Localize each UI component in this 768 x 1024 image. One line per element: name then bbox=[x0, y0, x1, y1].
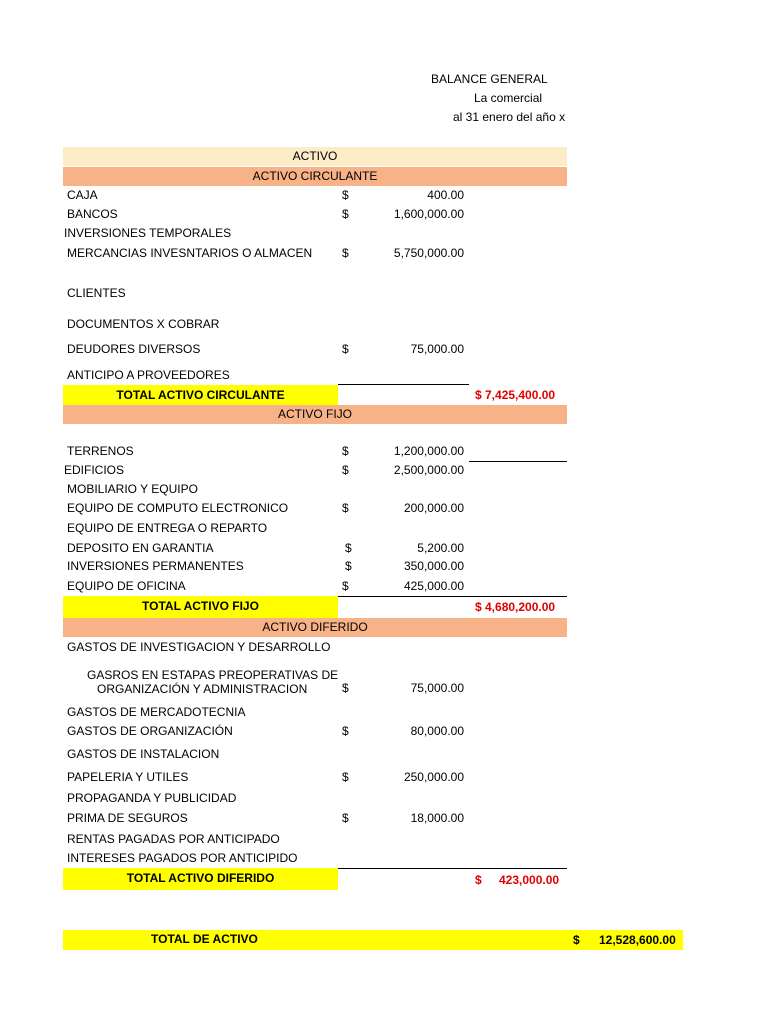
row-amount: 1,600,000.00 bbox=[393, 207, 464, 221]
row-label: GASTOS DE MERCADOTECNIA bbox=[67, 705, 246, 719]
subtotal-rule bbox=[338, 868, 567, 869]
currency-symbol: $ bbox=[342, 207, 349, 221]
currency-symbol: $ bbox=[342, 770, 349, 784]
row-label: INVERSIONES TEMPORALES bbox=[64, 226, 232, 240]
activo-fijo-header: ACTIVO FIJO bbox=[63, 405, 567, 424]
currency-symbol: $ bbox=[345, 541, 352, 555]
currency-symbol: $ bbox=[342, 342, 349, 356]
total-fijo-label: TOTAL ACTIVO FIJO bbox=[63, 596, 338, 618]
currency-symbol: $ bbox=[342, 724, 349, 738]
row-label: CLIENTES bbox=[67, 286, 126, 300]
row-label: GASTOS DE ORGANIZACIÓN bbox=[67, 724, 233, 738]
currency-symbol: $ bbox=[345, 559, 352, 573]
currency-symbol: $ bbox=[342, 579, 349, 593]
row-label: EQUIPO DE ENTREGA O REPARTO bbox=[67, 521, 268, 535]
row-label: CAJA bbox=[67, 188, 98, 202]
total-diferido-label: TOTAL ACTIVO DIFERIDO bbox=[63, 868, 338, 890]
row-amount: 5,200.00 bbox=[417, 541, 464, 555]
currency-symbol: $ bbox=[342, 681, 349, 695]
total-activo-value: 12,528,600.00 bbox=[599, 933, 676, 947]
total-fijo-value: $ 4,680,200.00 bbox=[475, 600, 556, 614]
row-label: INTERESES PAGADOS POR ANTICIPIDO bbox=[67, 851, 298, 865]
row-label: DEPOSITO EN GARANTIA bbox=[67, 541, 214, 555]
total-diferido-value: 423,000.00 bbox=[499, 873, 560, 887]
company-name: La comercial bbox=[474, 91, 543, 105]
activo-circulante-header: ACTIVO CIRCULANTE bbox=[63, 167, 567, 186]
row-label: INVERSIONES PERMANENTES bbox=[67, 559, 244, 573]
row-amount: 18,000.00 bbox=[410, 811, 464, 825]
row-label: RENTAS PAGADAS POR ANTICIPADO bbox=[67, 832, 280, 846]
total-diferido-symbol: $ bbox=[475, 873, 482, 887]
subtotal-rule bbox=[338, 596, 567, 597]
subtotal-rule bbox=[338, 384, 469, 385]
row-amount: 75,000.00 bbox=[410, 681, 464, 695]
row-label: GASTOS DE INVESTIGACION Y DESARROLLO bbox=[67, 640, 331, 654]
currency-symbol: $ bbox=[342, 444, 349, 458]
activo-header: ACTIVO bbox=[63, 147, 567, 166]
total-activo-label: TOTAL DE ACTIVO bbox=[151, 932, 258, 946]
row-label: GASROS EN ESTAPAS PREOPERATIVAS DE bbox=[87, 668, 339, 682]
currency-symbol: $ bbox=[342, 188, 349, 202]
row-label: DOCUMENTOS X COBRAR bbox=[67, 317, 220, 331]
report-date: al 31 enero del año x bbox=[453, 110, 566, 124]
row-amount: 5,750,000.00 bbox=[393, 246, 464, 260]
row-label: GASTOS DE INSTALACION bbox=[67, 747, 220, 761]
row-amount: 425,000.00 bbox=[403, 579, 464, 593]
row-label: MERCANCIAS INVESNTARIOS O ALMACEN bbox=[67, 246, 313, 260]
row-amount: 75,000.00 bbox=[410, 342, 464, 356]
row-amount: 1,200,000.00 bbox=[393, 444, 464, 458]
row-amount: 80,000.00 bbox=[410, 724, 464, 738]
row-label: EQUIPO DE COMPUTO ELECTRONICO bbox=[67, 501, 289, 515]
currency-symbol: $ bbox=[342, 463, 349, 477]
row-label: TERRENOS bbox=[67, 444, 134, 458]
row-label: EQUIPO DE OFICINA bbox=[67, 579, 186, 593]
currency-symbol: $ bbox=[342, 501, 349, 515]
row-amount: 2,500,000.00 bbox=[393, 463, 464, 477]
row-label: PROPAGANDA Y PUBLICIDAD bbox=[67, 791, 237, 805]
row-label: ORGANIZACIÓN Y ADMINISTRACION bbox=[97, 682, 308, 696]
row-amount: 250,000.00 bbox=[403, 770, 464, 784]
total-circulante-value: $ 7,425,400.00 bbox=[475, 388, 556, 402]
row-label: PRIMA DE SEGUROS bbox=[67, 811, 188, 825]
activo-diferido-header: ACTIVO DIFERIDO bbox=[63, 618, 567, 637]
row-label: ANTICIPO A PROVEEDORES bbox=[67, 368, 230, 382]
total-activo-symbol: $ bbox=[573, 933, 580, 947]
row-amount: 400.00 bbox=[427, 188, 464, 202]
row-label: EDIFICIOS bbox=[64, 463, 125, 477]
row-label: MOBILIARIO Y EQUIPO bbox=[67, 482, 198, 496]
subtotal-rule bbox=[469, 461, 567, 462]
row-label: BANCOS bbox=[67, 207, 118, 221]
currency-symbol: $ bbox=[342, 246, 349, 260]
report-title: BALANCE GENERAL bbox=[431, 72, 548, 86]
row-label: PAPELERIA Y UTILES bbox=[67, 770, 189, 784]
row-amount: 350,000.00 bbox=[403, 559, 464, 573]
row-label: DEUDORES DIVERSOS bbox=[67, 342, 201, 356]
row-amount: 200,000.00 bbox=[403, 501, 464, 515]
currency-symbol: $ bbox=[342, 811, 349, 825]
total-circulante-label: TOTAL ACTIVO CIRCULANTE bbox=[63, 385, 338, 407]
